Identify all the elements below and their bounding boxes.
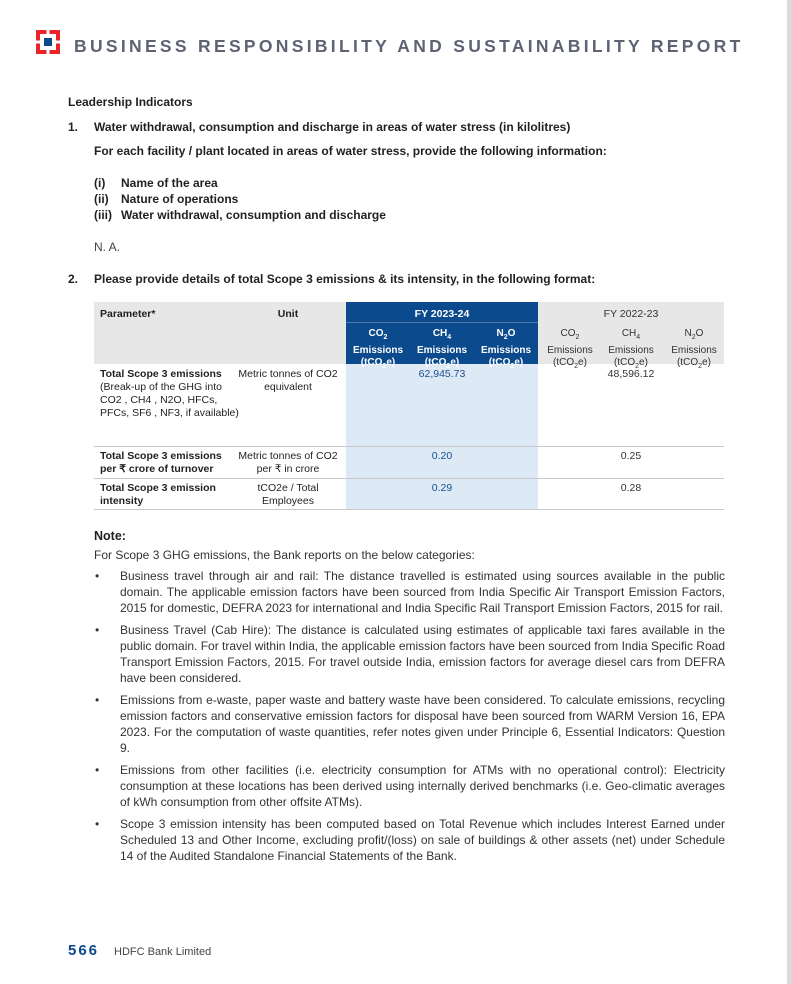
list-item — [94, 568, 725, 616]
list-item-text: Emissions from other facilities (i.e. electricity consumption for ATMs with no operational control): Electricity consumption at these locations has been derived using internally derived benchmarks (i.e. Geo-climatic averages of kWh consumption from other offsite ATMs). — [120, 763, 725, 809]
row-parameter: Total Scope 3 emissions (Break-up of the GHG into CO2 , CH4 , N2O, HFCs, PFCs, SF6 , NF3, if available) — [100, 368, 239, 419]
list-item — [94, 208, 386, 222]
gas-header-co2: $CO_2$ Emissions (tCO$_2$e) — [352, 328, 404, 370]
page-edge — [787, 0, 792, 984]
list-item — [94, 176, 218, 190]
note-heading: Note: — [94, 529, 126, 543]
header-unit: Unit — [277, 308, 299, 320]
list-item — [94, 192, 238, 206]
list-item-text: Name of the area — [121, 176, 218, 190]
page-number: 566 — [68, 942, 100, 959]
report-title: BUSINESS RESPONSIBILITY AND SUSTAINABILITY REPORT — [74, 36, 744, 56]
roman-numeral: (ii) — [94, 192, 109, 206]
row-parameter: Total Scope 3 emissions per ₹ crore of turnover — [100, 450, 222, 475]
header-fy-current: FY 2023-24 — [414, 308, 470, 320]
bullet-icon: • — [95, 569, 100, 583]
list-item — [94, 692, 725, 756]
bullet-icon: • — [95, 763, 100, 777]
header-parameter: Parameter* — [100, 308, 156, 320]
question-1-subtext: For each facility / plant located in areas of water stress, provide the following information: — [94, 144, 607, 158]
note-bullet-list — [94, 568, 725, 870]
list-item-text: Scope 3 emission intensity has been computed based on Total Revenue which includes Interest Earned under Scheduled 13 and Other Income, excluding profit/(loss) on sale of buildings & other assets (net) under Schedule 14 of the Audited Standalone Financial Statements of the Bank. — [120, 817, 725, 863]
gas-header-n2o: $N_2O$ Emissions (tCO$_2$e) — [480, 328, 532, 370]
list-item-text: Nature of operations — [121, 192, 239, 206]
list-item — [94, 762, 725, 810]
hdfc-bank-logo — [36, 30, 60, 54]
header-divider — [346, 322, 538, 323]
gas-header-co2: $CO_2$ Emissions (tCO$_2$e) — [547, 328, 593, 370]
question-text: Water withdrawal, consumption and discharge in areas of water stress (in kilolitres) — [94, 120, 571, 134]
roman-numeral: (i) — [94, 176, 106, 190]
header-fy-previous: FY 2022-23 — [603, 308, 659, 320]
list-item-text: Water withdrawal, consumption and discharge — [121, 208, 386, 222]
note-intro: For Scope 3 GHG emissions, the Bank reports on the below categories: — [94, 548, 475, 562]
list-item-text: Emissions from e-waste, paper waste and battery waste have been considered. To calculate emissions, recycling emission factors and conservative emission factors for disposal have been sourced from WARM Version 16, EPA 2023. For the computation of waste quantities, refer notes given under Principle 6, Essential Indicators: Question 9. — [120, 693, 725, 755]
list-item-text: Business travel through air and rail: The distance travelled is estimated using sources available in the public domain. The applicable emission factors have been sourced from India Specific Air Transport Emission Factors, 2015 for domestic, DEFRA 2023 for international and India Specific Rail Transport Emission Factors, 2015 for rail. — [120, 569, 725, 615]
gas-header-n2o: $N_2O$ Emissions (tCO$_2$e) — [671, 328, 717, 370]
row-unit: Metric tonnes of CO2 equivalent — [238, 368, 338, 393]
row-value-fy-current: 62,945.73 — [418, 368, 466, 380]
question-text: Please provide details of total Scope 3 emissions & its intensity, in the following format: — [94, 272, 596, 286]
row-divider — [94, 446, 724, 447]
gas-header-ch4: $CH_4$ Emissions (tCO$_2$e) — [608, 328, 654, 370]
row-value-fy-current: 0.29 — [431, 482, 453, 494]
question-number: 1. — [68, 120, 79, 134]
question-number: 2. — [68, 272, 79, 286]
row-value-fy-previous: 0.25 — [620, 450, 642, 462]
gas-header-ch4: $CH_4$ Emissions (tCO$_2$e) — [416, 328, 468, 370]
row-divider — [94, 478, 724, 479]
row-value-fy-previous: 48,596.12 — [607, 368, 655, 380]
bullet-icon: • — [95, 817, 100, 831]
row-value-fy-previous: 0.28 — [620, 482, 642, 494]
roman-numeral: (iii) — [94, 208, 112, 222]
company-name: HDFC Bank Limited — [114, 946, 212, 958]
row-unit: Metric tonnes of CO2 per ₹ in crore — [238, 450, 338, 475]
bullet-icon: • — [95, 693, 100, 707]
row-unit: tCO2e / Total Employees — [257, 482, 319, 507]
question-1-answer: N. A. — [94, 240, 121, 254]
bullet-icon: • — [95, 623, 100, 637]
list-item-text: Business Travel (Cab Hire): The distance is calculated using estimates of applicable taxi fares available in the public domain. For travel within India, the applicable emission factors have been sourced from India Specific Road Transport Emission Factors, 2015. For travel outside India, emission factors for average diesel cars from DEFRA have been considered. — [120, 623, 725, 685]
list-item — [94, 622, 725, 686]
row-parameter: Total Scope 3 emission intensity — [100, 482, 216, 507]
row-divider — [94, 509, 724, 510]
list-item — [94, 816, 725, 864]
row-value-fy-current: 0.20 — [431, 450, 453, 462]
section-heading: Leadership Indicators — [68, 95, 193, 109]
scope3-emissions-table — [94, 302, 724, 510]
